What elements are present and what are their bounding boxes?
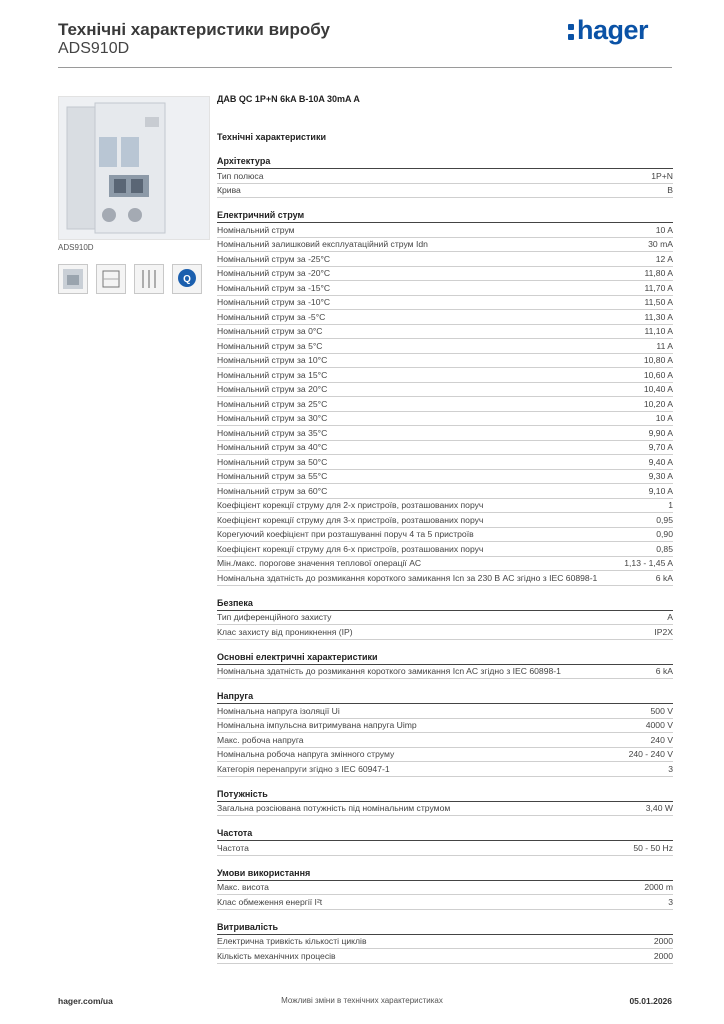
spec-value: 1 xyxy=(668,500,673,511)
spec-label: Номінальна імпульсна витримувана напруга Uimp xyxy=(217,720,417,731)
spec-label: Номінальний струм за 50°C xyxy=(217,456,328,467)
footer-disclaimer: Можливі зміни в технічних характеристиках xyxy=(281,996,443,1005)
section-title: Умови використання xyxy=(217,867,673,881)
photo-thumbnail-icon xyxy=(59,265,87,293)
spec-row xyxy=(217,895,673,910)
spec-label: Макс. робоча напруга xyxy=(217,734,304,745)
spec-value: 10 A xyxy=(655,224,673,235)
spec-row xyxy=(217,484,673,499)
spec-row xyxy=(217,184,673,199)
spec-label: Номінальний струм за 20°C xyxy=(217,384,328,395)
footer-website-link[interactable]: hager.com/ua xyxy=(58,996,113,1006)
thumbnail-quickconnect[interactable] xyxy=(172,264,202,294)
section-title: Частота xyxy=(217,827,673,841)
thumbnail-photo[interactable] xyxy=(58,264,88,294)
spec-label: Номінальний струм за 25°C xyxy=(217,398,328,409)
spec-row xyxy=(217,542,673,557)
spec-value: 9,40 A xyxy=(648,456,673,467)
spec-value: 0,85 xyxy=(656,543,673,554)
section-title: Архітектура xyxy=(217,155,673,169)
spec-row xyxy=(217,611,673,626)
thumbnail-wiring[interactable] xyxy=(134,264,164,294)
spec-value: 4000 V xyxy=(645,720,673,731)
spec-label: Номінальна напруга ізоляції Ui xyxy=(217,705,340,716)
spec-value: 30 mA xyxy=(648,239,673,250)
spec-value: 10,20 A xyxy=(643,398,673,409)
spec-label: Номінальна здатність до розмикання короткого замикання Icn AC згідно з IEC 60898-1 xyxy=(217,666,561,677)
spec-row xyxy=(217,354,673,369)
spec-row xyxy=(217,238,673,253)
spec-label: Номінальний струм за 55°C xyxy=(217,471,328,482)
spec-row xyxy=(217,426,673,441)
spec-row xyxy=(217,412,673,427)
spec-label: Категорія перенапруги згідно з IEC 60947-1 xyxy=(217,763,390,774)
spec-row xyxy=(217,169,673,184)
spec-value: 9,10 A xyxy=(648,485,673,496)
spec-value: 11,30 A xyxy=(644,311,673,322)
spec-section xyxy=(217,209,673,586)
spec-label: Номінальний струм за 10°C xyxy=(217,355,328,366)
section-title: Безпека xyxy=(217,597,673,611)
product-image-caption: ADS910D xyxy=(58,243,94,252)
spec-value: 11,70 A xyxy=(644,282,673,293)
spec-value: 1,13 - 1,45 A xyxy=(624,558,673,569)
spec-value: 10,40 A xyxy=(643,384,673,395)
spec-label: Номінальний залишковий експлуатаційний струм Idn xyxy=(217,239,428,250)
spec-content xyxy=(217,92,673,964)
thumbnail-dimensions[interactable] xyxy=(96,264,126,294)
spec-value: 2000 xyxy=(653,936,673,947)
spec-label: Номінальний струм за -10°C xyxy=(217,297,331,308)
page-title: Технічні характеристики виробу xyxy=(58,20,330,39)
spec-label: Макс. висота xyxy=(217,882,269,893)
spec-label: Номінальний струм за -5°C xyxy=(217,311,326,322)
spec-value: 6 kA xyxy=(655,572,673,583)
spec-value: 0,90 xyxy=(656,529,673,540)
spec-label: Номінальний струм за -20°C xyxy=(217,268,331,279)
spec-row xyxy=(217,557,673,572)
spec-label: Клас захисту від проникнення (IP) xyxy=(217,626,353,637)
spec-row xyxy=(217,223,673,238)
spec-value: 11 A xyxy=(656,340,673,351)
spec-row xyxy=(217,310,673,325)
spec-label: Крива xyxy=(217,185,241,196)
spec-row xyxy=(217,571,673,586)
spec-value: 12 A xyxy=(655,253,673,264)
spec-value: A xyxy=(667,612,673,623)
spec-sections xyxy=(217,155,673,964)
spec-label: Електрична тривкість кількості циклів xyxy=(217,936,367,947)
section-title: Напруга xyxy=(217,690,673,704)
spec-label: Номінальний струм за 5°C xyxy=(217,340,323,351)
spec-section xyxy=(217,921,673,964)
spec-row xyxy=(217,881,673,896)
spec-label: Корегуючий коефіцієнт при розташуванні поруч 4 та 5 пристроїв xyxy=(217,529,474,540)
section-title: Потужність xyxy=(217,788,673,802)
spec-row xyxy=(217,281,673,296)
spec-row xyxy=(217,665,673,680)
spec-value: 240 V xyxy=(650,734,673,745)
spec-row xyxy=(217,252,673,267)
logo-text: hager xyxy=(577,15,649,45)
spec-value: 3 xyxy=(668,896,673,907)
spec-value: 2000 m xyxy=(644,882,673,893)
spec-value: B xyxy=(667,185,673,196)
spec-value: 6 kA xyxy=(655,666,673,677)
spec-label: Тип диференційного захисту xyxy=(217,612,332,623)
spec-label: Мін./макс. порогове значення теплової операції AC xyxy=(217,558,422,569)
section-title: Електричний струм xyxy=(217,209,673,223)
spec-label: Номінальний струм за 15°C xyxy=(217,369,328,380)
spec-value: 10 A xyxy=(655,413,673,424)
spec-row xyxy=(217,470,673,485)
spec-label: Номінальний струм за 35°C xyxy=(217,427,328,438)
spec-section xyxy=(217,597,673,640)
spec-row xyxy=(217,762,673,777)
svg-text:Q: Q xyxy=(183,274,191,285)
spec-row xyxy=(217,267,673,282)
spec-label: Номінальна робоча напруга змінного струму xyxy=(217,749,395,760)
spec-label: Номінальна здатність до розмикання короткого замикання Icn за 230 В AC згідно з IEC 60898-1 xyxy=(217,572,598,583)
spec-label: Номінальний струм за 60°C xyxy=(217,485,328,496)
spec-row xyxy=(217,719,673,734)
spec-label: Частота xyxy=(217,842,249,853)
spec-label: Номінальний струм за 40°C xyxy=(217,442,328,453)
spec-row xyxy=(217,949,673,964)
spec-row xyxy=(217,625,673,640)
dimension-drawing-icon xyxy=(97,265,125,293)
spec-label: Коефіцієнт корекції струму для 3-х пристроїв, розташованих поруч xyxy=(217,514,484,525)
spec-label: Загальна розсіювана потужність під номінальним струмом xyxy=(217,803,451,814)
spec-section xyxy=(217,155,673,198)
hager-logo[interactable] xyxy=(568,15,648,46)
spec-row xyxy=(217,748,673,763)
spec-value: 10,60 A xyxy=(643,369,673,380)
spec-row xyxy=(217,368,673,383)
spec-row xyxy=(217,704,673,719)
spec-row xyxy=(217,339,673,354)
spec-row xyxy=(217,441,673,456)
product-reference: ADS910D xyxy=(58,40,130,57)
spec-label: Коефіцієнт корекції струму для 6-х пристроїв, розташованих поруч xyxy=(217,543,484,554)
spec-row xyxy=(217,935,673,950)
spec-value: 9,90 A xyxy=(648,427,673,438)
spec-row xyxy=(217,325,673,340)
breaker-icon xyxy=(59,97,209,239)
spec-row xyxy=(217,499,673,514)
spec-value: 3 xyxy=(668,763,673,774)
wiring-diagram-icon xyxy=(135,265,163,293)
spec-row xyxy=(217,455,673,470)
product-name: ДАВ QC 1P+N 6kA B-10A 30mA A xyxy=(217,94,360,104)
spec-value: 500 V xyxy=(650,705,673,716)
spec-label: Коефіцієнт корекції струму для 2-х пристроїв, розташованих поруч xyxy=(217,500,484,511)
spec-section xyxy=(217,788,673,817)
header-divider xyxy=(58,67,672,68)
spec-heading: Технічні характеристики xyxy=(217,132,326,142)
spec-label: Клас обмеження енергії I²t xyxy=(217,896,323,907)
quickconnect-badge-icon xyxy=(173,265,201,293)
spec-value: 10,80 A xyxy=(643,355,673,366)
spec-value: 11,80 A xyxy=(644,268,673,279)
spec-value: 3,40 W xyxy=(645,803,673,814)
spec-section xyxy=(217,690,673,777)
section-title: Основні електричні характеристики xyxy=(217,651,673,665)
spec-label: Номінальний струм xyxy=(217,224,295,235)
spec-label: Номінальний струм за -15°C xyxy=(217,282,331,293)
spec-value: 11,10 A xyxy=(644,326,673,337)
spec-value: 9,30 A xyxy=(648,471,673,482)
spec-row xyxy=(217,841,673,856)
spec-value: 240 - 240 V xyxy=(628,749,673,760)
spec-value: 50 - 50 Hz xyxy=(633,842,673,853)
product-image xyxy=(58,96,210,240)
spec-value: 1P+N xyxy=(651,170,673,181)
spec-value: 11,50 A xyxy=(644,297,673,308)
spec-label: Тип полюса xyxy=(217,170,264,181)
spec-value: 2000 xyxy=(653,950,673,961)
spec-row xyxy=(217,513,673,528)
spec-section xyxy=(217,827,673,856)
spec-label: Номінальний струм за 0°C xyxy=(217,326,323,337)
spec-row xyxy=(217,733,673,748)
spec-row xyxy=(217,383,673,398)
footer-date: 05.01.2026 xyxy=(629,996,672,1006)
spec-row xyxy=(217,528,673,543)
spec-label: Номінальний струм за 30°C xyxy=(217,413,328,424)
section-title: Витривалість xyxy=(217,921,673,935)
spec-label: Номінальний струм за -25°C xyxy=(217,253,331,264)
spec-section xyxy=(217,651,673,680)
spec-value: 9,70 A xyxy=(648,442,673,453)
logo-dots-icon xyxy=(568,22,574,42)
spec-value: 0,95 xyxy=(656,514,673,525)
spec-row xyxy=(217,296,673,311)
spec-row xyxy=(217,802,673,817)
spec-row xyxy=(217,397,673,412)
spec-label: Кількість механічних процесів xyxy=(217,950,336,961)
spec-value: IP2X xyxy=(654,626,673,637)
spec-section xyxy=(217,867,673,910)
